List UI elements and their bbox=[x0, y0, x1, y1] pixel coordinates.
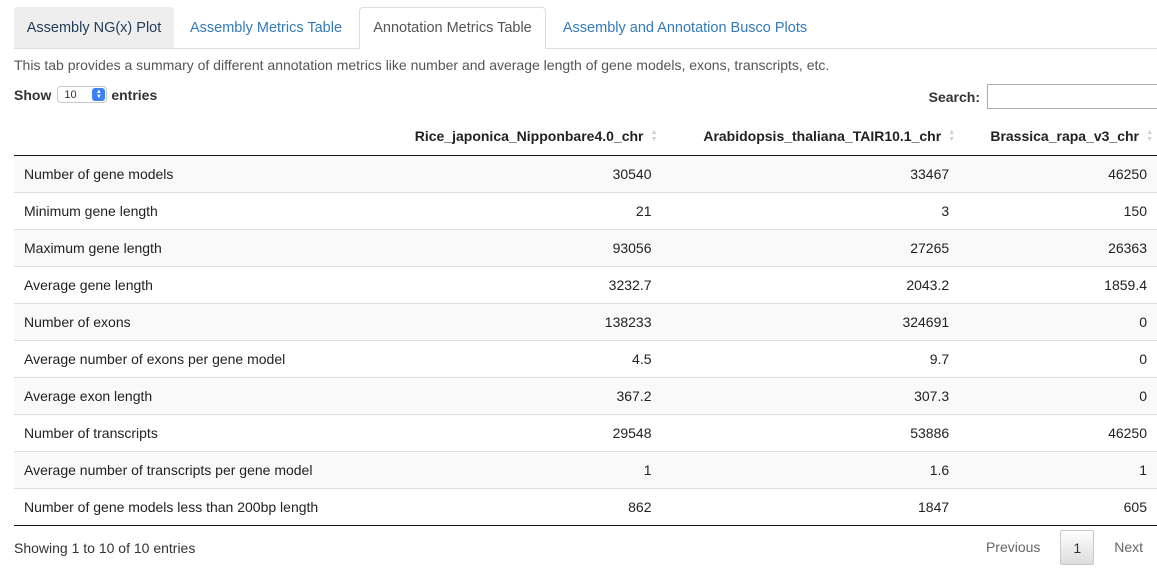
table-cell: 93056 bbox=[374, 229, 662, 266]
table-cell: 46250 bbox=[959, 155, 1157, 192]
table-cell: 1847 bbox=[662, 488, 960, 525]
column-header-label: Rice_japonica_Nipponbare4.0_chr bbox=[414, 127, 644, 144]
table-header-row bbox=[14, 117, 1157, 155]
tab-description: This tab provides a summary of different annotation metrics like number and average length of gene models, exons, transcripts, etc. bbox=[14, 57, 830, 73]
metric-label: Average number of exons per gene model bbox=[14, 340, 374, 377]
table-cell: 307.3 bbox=[662, 377, 960, 414]
table-cell: 4.5 bbox=[374, 340, 662, 377]
metric-label: Average gene length bbox=[14, 266, 374, 303]
table-row bbox=[14, 192, 1157, 229]
table-row bbox=[14, 414, 1157, 451]
table-cell: 46250 bbox=[959, 414, 1157, 451]
table-cell: 138233 bbox=[374, 303, 662, 340]
table-cell: 26363 bbox=[959, 229, 1157, 266]
metric-label: Maximum gene length bbox=[14, 229, 374, 266]
table-row bbox=[14, 340, 1157, 377]
entries-select[interactable] bbox=[57, 86, 107, 103]
table-cell: 862 bbox=[374, 488, 662, 525]
column-header-label: Brassica_rapa_v3_chr bbox=[990, 127, 1139, 144]
page-length-control bbox=[14, 86, 157, 103]
metric-label: Average number of transcripts per gene model bbox=[14, 451, 374, 488]
search-control bbox=[929, 84, 1157, 109]
show-label: Show bbox=[14, 86, 52, 103]
tab-assembly-metrics-table[interactable]: Assembly Metrics Table bbox=[189, 19, 343, 36]
sort-icon: ▲ ▼ bbox=[650, 129, 658, 143]
tab-assembly-annotation-busco-plots[interactable]: Assembly and Annotation Busco Plots bbox=[562, 19, 808, 36]
table-cell: 33467 bbox=[662, 155, 960, 192]
column-header-arabidopsis[interactable] bbox=[662, 117, 960, 155]
table-cell: 605 bbox=[959, 488, 1157, 525]
tab-assembly-ngx-plot[interactable]: Assembly NG(x) Plot bbox=[14, 7, 174, 48]
table-cell: 3232.7 bbox=[374, 266, 662, 303]
table-cell: 1 bbox=[374, 451, 662, 488]
table-row bbox=[14, 155, 1157, 192]
table-cell: 9.7 bbox=[662, 340, 960, 377]
table-row bbox=[14, 266, 1157, 303]
table-cell: 1859.4 bbox=[959, 266, 1157, 303]
table-cell: 30540 bbox=[374, 155, 662, 192]
column-header-brassica[interactable] bbox=[959, 117, 1157, 155]
pagination bbox=[972, 530, 1157, 565]
annotation-metrics-table bbox=[14, 117, 1157, 526]
table-cell: 53886 bbox=[662, 414, 960, 451]
sort-icon: ▲ ▼ bbox=[948, 129, 956, 143]
metric-label: Average exon length bbox=[14, 377, 374, 414]
metric-label: Number of exons bbox=[14, 303, 374, 340]
table-row bbox=[14, 377, 1157, 414]
page-1-button[interactable]: 1 bbox=[1060, 530, 1094, 565]
table-row bbox=[14, 303, 1157, 340]
tab-annotation-metrics-table[interactable]: Annotation Metrics Table bbox=[359, 7, 546, 49]
table-row bbox=[14, 229, 1157, 266]
tabs-underline bbox=[14, 48, 1157, 49]
metric-label: Number of gene models less than 200bp length bbox=[14, 488, 374, 525]
table-row bbox=[14, 488, 1157, 525]
next-page-button[interactable]: Next bbox=[1114, 539, 1143, 555]
search-label: Search: bbox=[928, 88, 980, 105]
tab-bar bbox=[14, 7, 1157, 48]
table-info: Showing 1 to 10 of 10 entries bbox=[14, 540, 196, 556]
table-cell: 29548 bbox=[374, 414, 662, 451]
table-cell: 21 bbox=[374, 192, 662, 229]
column-header-metric bbox=[14, 117, 374, 155]
previous-page-button[interactable]: Previous bbox=[985, 539, 1041, 555]
table-cell: 0 bbox=[959, 340, 1157, 377]
search-input[interactable] bbox=[987, 84, 1157, 109]
table-cell: 1.6 bbox=[662, 451, 960, 488]
metric-label: Number of transcripts bbox=[14, 414, 374, 451]
table-cell: 0 bbox=[959, 377, 1157, 414]
table-cell: 27265 bbox=[662, 229, 960, 266]
table-row bbox=[14, 451, 1157, 488]
entries-label: entries bbox=[111, 86, 158, 103]
select-arrows-icon: ▲ ▼ bbox=[92, 88, 105, 101]
table-cell: 150 bbox=[959, 192, 1157, 229]
entries-select-value: 10 bbox=[64, 88, 77, 101]
table-cell: 1 bbox=[959, 451, 1157, 488]
metric-label: Minimum gene length bbox=[14, 192, 374, 229]
table-cell: 3 bbox=[662, 192, 960, 229]
metric-label: Number of gene models bbox=[14, 155, 374, 192]
sort-icon: ▲ ▼ bbox=[1146, 129, 1153, 143]
table-cell: 324691 bbox=[662, 303, 960, 340]
table-cell: 0 bbox=[959, 303, 1157, 340]
column-header-label: Arabidopsis_thaliana_TAIR10.1_chr bbox=[703, 127, 942, 144]
table-cell: 2043.2 bbox=[662, 266, 960, 303]
column-header-rice[interactable] bbox=[374, 117, 662, 155]
table-cell: 367.2 bbox=[374, 377, 662, 414]
